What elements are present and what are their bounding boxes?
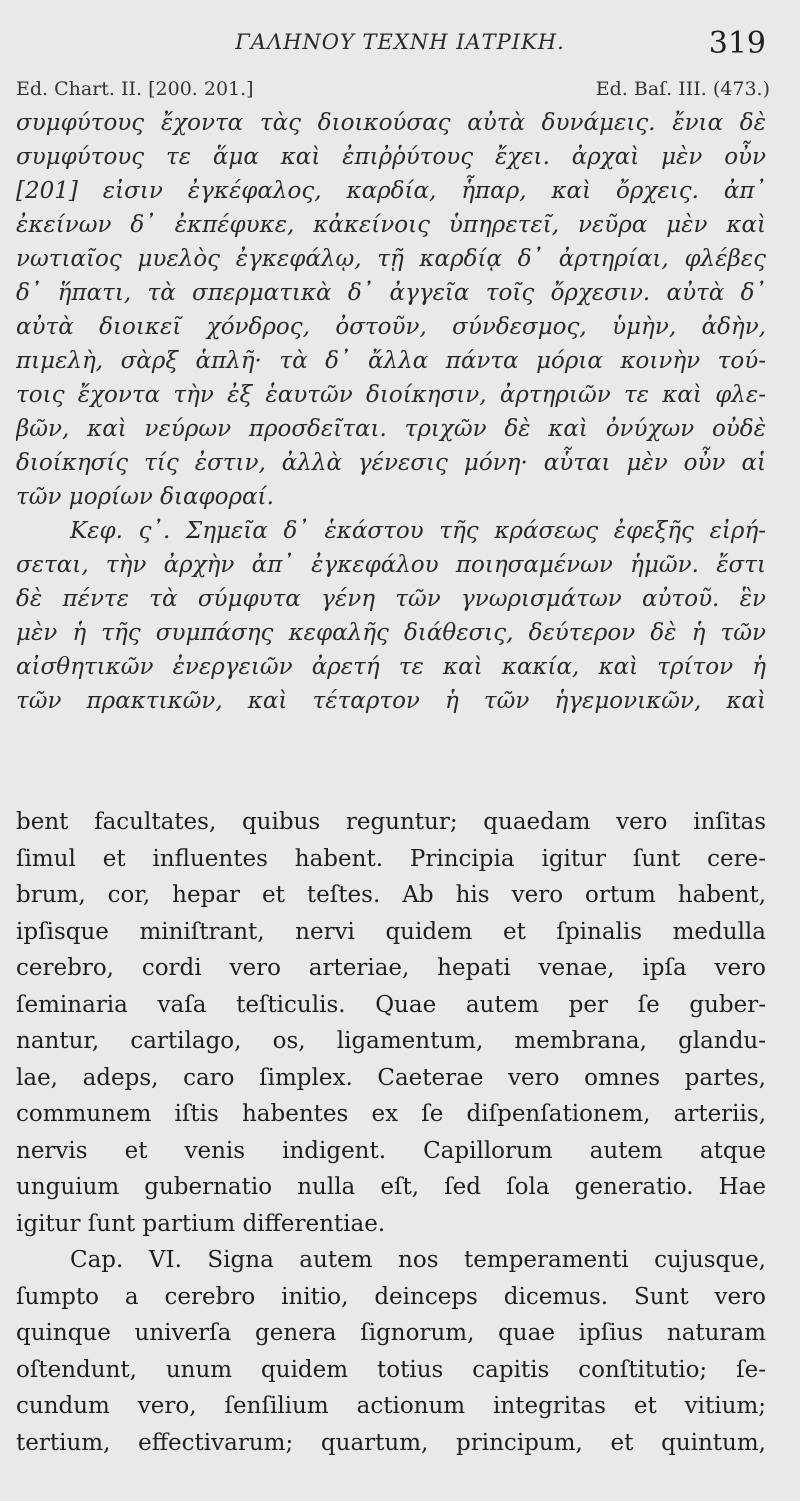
greek-line: διοίκησίς τίς ἐστιν, ἀλλὰ γένεσις μόνη· αὗται μὲν οὖν αἱ xyxy=(16,450,766,476)
latin-chapter-heading-line: Cap. VI. Signa autem nos temperamenti cujusque, xyxy=(70,1247,766,1273)
page-number: 319 xyxy=(708,26,766,61)
greek-line: αὐτὰ διοικεῖ χόνδρος, ὀστοῦν, σύνδεσμος, ὑμὴν, ἀδὴν, xyxy=(16,314,766,340)
latin-text-block xyxy=(16,804,766,1461)
latin-line: quinque univerſa genera ſignorum, quae ipſius naturam xyxy=(16,1320,766,1346)
latin-line: unguium gubernatio nulla eſt, ſed ſola generatio. Hae xyxy=(16,1174,766,1200)
latin-line: bent facultates, quibus reguntur; quaedam vero inſitas xyxy=(16,809,766,835)
greek-line: σεται, τὴν ἀρχὴν ἀπ᾽ ἐγκεφάλου ποιησαμένων ἡμῶν. ἔστι xyxy=(16,552,766,578)
greek-line: μὲν ἡ τῆς συμπάσης κεφαλῆς διάθεσις, δεύτερον δὲ ἡ τῶν xyxy=(16,620,766,646)
latin-line: brum, cor, hepar et teſtes. Ab his vero ortum habent, xyxy=(16,882,766,908)
latin-line: ſeminaria vaſa teſticulis. Quae autem per ſe guber- xyxy=(16,991,766,1018)
greek-line: δὲ πέντε τὰ σύμφυτα γένη τῶν γνωρισμάτων αὐτοῦ. ἓν xyxy=(16,586,766,612)
greek-line: δ᾽ ἥπατι, τὰ σπερματικὰ δ᾽ ἀγγεῖα τοῖς ὄρχεσιν. αὐτὰ δ᾽ xyxy=(16,280,766,306)
latin-line: igitur ſunt partium differentiae. xyxy=(16,1210,386,1237)
latin-line: nantur, cartilago, os, ligamentum, membrana, glandu- xyxy=(16,1028,766,1054)
greek-line: νωτιαῖος μυελὸς ἐγκεφάλῳ, τῇ καρδίᾳ δ᾽ ἀρτηρίαι, φλέβες xyxy=(16,246,766,272)
latin-line: ſumpto a cerebro initio, deinceps dicemus. Sunt vero xyxy=(16,1283,766,1310)
edition-line xyxy=(16,78,770,108)
greek-line: συμφύτους ἔχοντα τὰς διοικούσας αὐτὰ δυνάμεις. ἔνια δὲ xyxy=(16,110,766,136)
greek-line: πιμελὴ, σὰρξ ἁπλῆ· τὰ δ᾽ ἄλλα πάντα μόρια κοινὴν τού- xyxy=(16,348,766,374)
greek-line: βῶν, καὶ νεύρων προσδεῖται. τριχῶν δὲ καὶ ὀνύχων οὐδὲ xyxy=(16,416,766,442)
greek-text-block xyxy=(16,106,766,718)
edition-basel-reference: Ed. Baſ. III. (473.) xyxy=(595,78,770,100)
greek-chapter-heading-line: Κεφ. ς᾽. Σημεῖα δ᾽ ἑκάστου τῆς κράσεως ἐφεξῆς εἰρή- xyxy=(70,518,766,544)
greek-line: [201] εἰσιν ἐγκέφαλος, καρδία, ἧπαρ, καὶ ὄρχεις. ἀπ᾽ xyxy=(16,178,766,204)
latin-line: nervis et venis indigent. Capillorum autem atque xyxy=(16,1137,766,1164)
greek-line: συμφύτους τε ἅμα καὶ ἐπιῤῥύτους ἔχει. ἀρχαὶ μὲν οὖν xyxy=(16,144,766,170)
latin-line: ſimul et influentes habent. Principia igitur ſunt cere- xyxy=(16,845,766,872)
latin-line: oſtendunt, unum quidem totius capitis conſtitutio; ſe- xyxy=(16,1356,766,1383)
greek-line: τῶν πρακτικῶν, καὶ τέταρτον ἡ τῶν ἡγεμονικῶν, καὶ xyxy=(16,688,766,714)
greek-line: τῶν μορίων διαφοραί. xyxy=(16,484,274,510)
greek-line: τοις ἔχοντα τὴν ἐξ ἑαυτῶν διοίκησιν, ἀρτηριῶν τε καὶ φλε- xyxy=(16,382,766,408)
greek-line: αἰσθητικῶν ἐνεργειῶν ἀρετή τε καὶ κακία, καὶ τρίτον ἡ xyxy=(16,654,766,680)
running-title: ΓΑΛΗΝΟΥ ΤΕΧΝΗ ΙΑΤΡΙΚΗ. xyxy=(235,30,565,54)
edition-chart-reference: Ed. Chart. II. [200. 201.] xyxy=(16,78,254,100)
latin-line: cerebro, cordi vero arteriae, hepati venae, ipſa vero xyxy=(16,955,766,981)
latin-line: ipſisque miniſtrant, nervi quidem et ſpinalis medulla xyxy=(16,918,766,945)
greek-line: ἐκείνων δ᾽ ἐκπέφυκε, κἀκείνοις ὑπηρετεῖ, νεῦρα μὲν καὶ xyxy=(16,212,766,238)
running-head xyxy=(0,26,800,66)
latin-line: communem iſtis habentes ex ſe diſpenſationem, arteriis, xyxy=(16,1101,766,1127)
latin-line: tertium, effectivarum; quartum, principum, et quintum, xyxy=(16,1429,766,1456)
latin-line: lae, adeps, caro ſimplex. Caeterae vero omnes partes, xyxy=(16,1064,766,1091)
latin-line: cundum vero, ſenſilium actionum integritas et vitium; xyxy=(16,1393,766,1419)
